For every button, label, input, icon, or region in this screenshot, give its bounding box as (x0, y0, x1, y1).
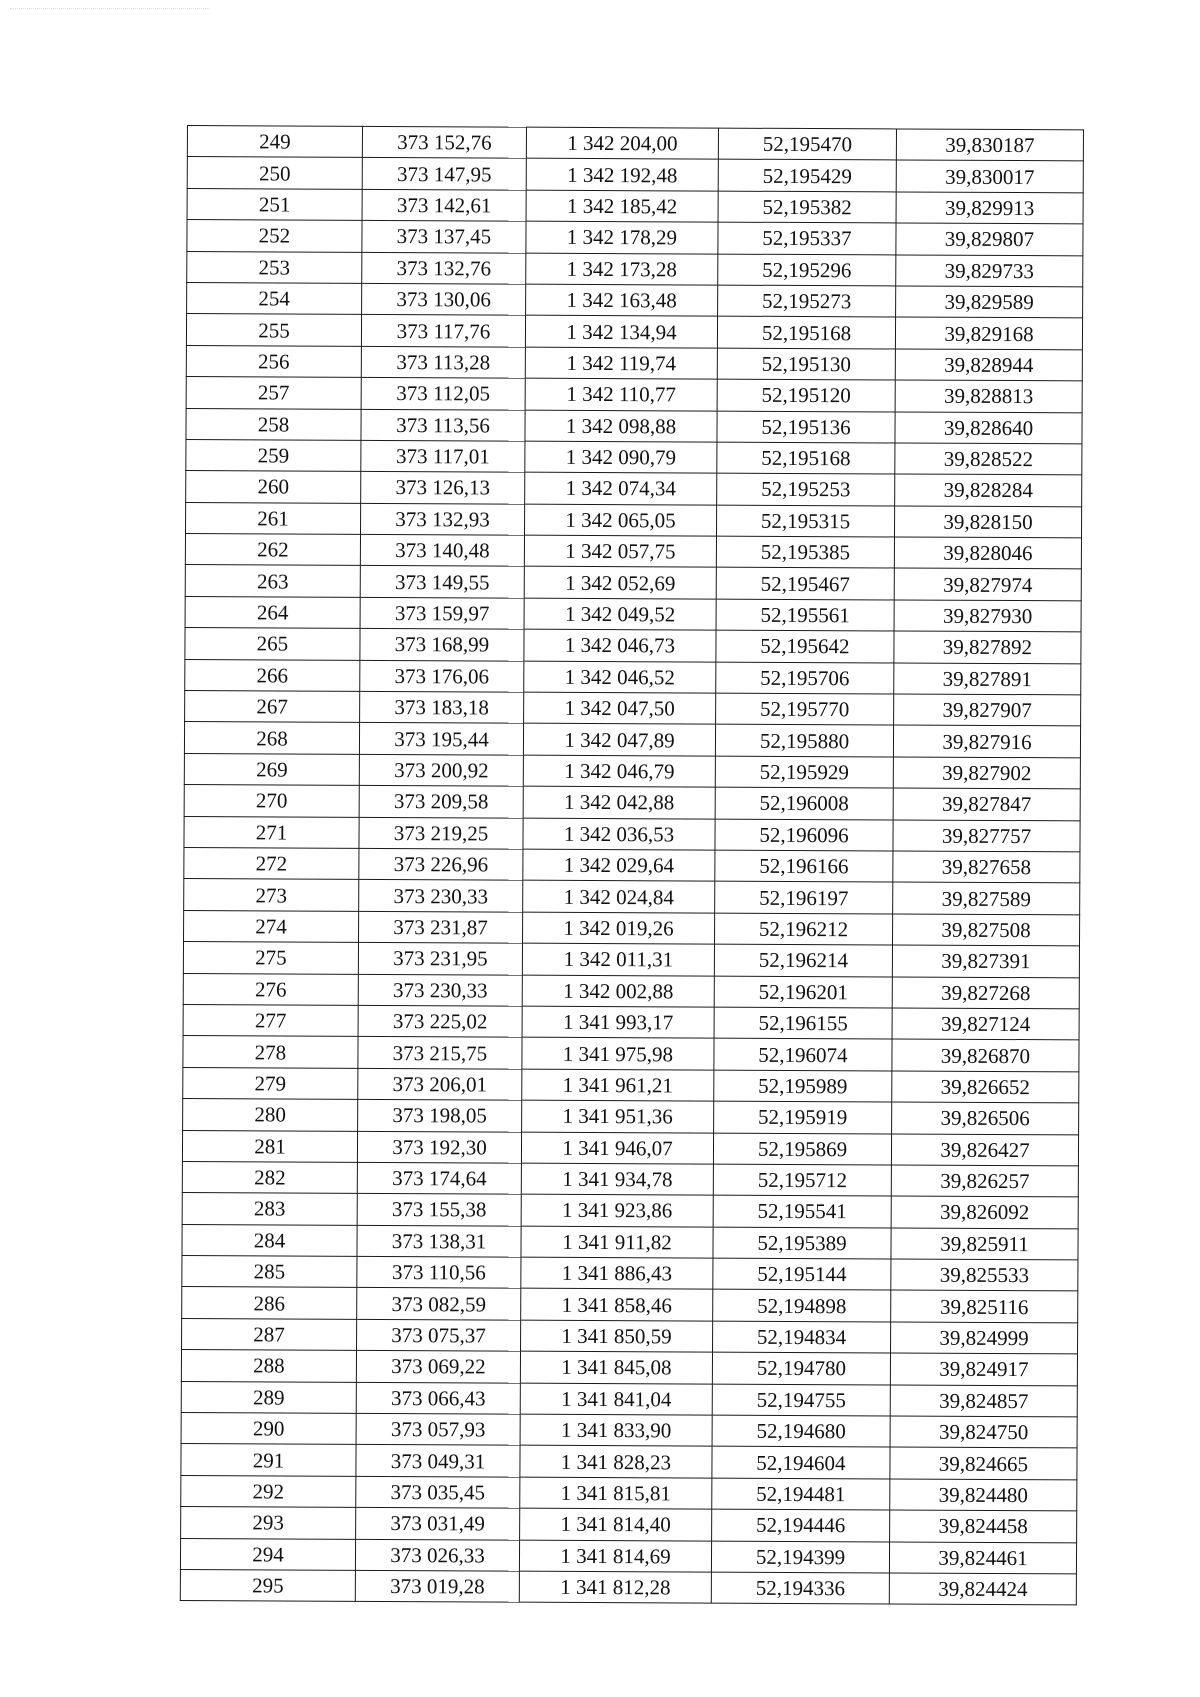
latitude-cell: 52,194898 (713, 1290, 891, 1322)
x-coordinate-cell: 373 198,05 (358, 1099, 522, 1131)
latitude-cell: 52,195770 (716, 693, 894, 725)
point-number-cell: 281 (182, 1130, 357, 1162)
longitude-cell: 39,828150 (894, 506, 1081, 538)
latitude-cell: 52,195273 (718, 285, 896, 317)
table-row (183, 1004, 1079, 1040)
longitude-cell: 39,824857 (890, 1385, 1077, 1417)
longitude-cell: 39,830187 (896, 129, 1083, 161)
table-row (184, 753, 1080, 789)
y-coordinate-cell: 1 341 845,08 (520, 1351, 712, 1383)
latitude-cell: 52,195168 (717, 316, 895, 348)
y-coordinate-cell: 1 341 911,82 (521, 1226, 713, 1258)
longitude-cell: 39,827589 (893, 882, 1080, 914)
x-coordinate-cell: 373 230,33 (358, 974, 522, 1006)
y-coordinate-cell: 1 341 961,21 (522, 1069, 714, 1101)
latitude-cell: 52,195168 (717, 442, 895, 474)
point-number-cell: 266 (185, 659, 360, 691)
longitude-cell: 39,827847 (893, 788, 1080, 820)
longitude-cell: 39,826506 (892, 1102, 1079, 1134)
x-coordinate-cell: 373 126,13 (361, 472, 525, 504)
y-coordinate-cell: 1 341 812,28 (519, 1571, 711, 1603)
longitude-cell: 39,827268 (892, 977, 1079, 1009)
latitude-cell: 52,196166 (715, 850, 893, 882)
table-row (187, 157, 1083, 193)
point-number-cell: 265 (185, 628, 360, 660)
point-number-cell: 269 (184, 753, 359, 785)
point-number-cell: 262 (185, 534, 360, 566)
x-coordinate-cell: 373 057,93 (356, 1413, 520, 1445)
longitude-cell: 39,827902 (893, 757, 1080, 789)
coordinates-table (180, 125, 1084, 1606)
point-number-cell: 283 (182, 1193, 357, 1225)
y-coordinate-cell: 1 341 934,78 (521, 1163, 713, 1195)
y-coordinate-cell: 1 341 946,07 (521, 1132, 713, 1164)
point-number-cell: 253 (187, 251, 362, 283)
x-coordinate-cell: 373 147,95 (362, 158, 526, 190)
point-number-cell: 261 (186, 502, 361, 534)
latitude-cell: 52,195382 (718, 191, 896, 223)
x-coordinate-cell: 373 168,99 (360, 629, 524, 661)
longitude-cell: 39,828284 (895, 474, 1082, 506)
y-coordinate-cell: 1 342 019,26 (523, 912, 715, 944)
latitude-cell: 52,195467 (716, 568, 894, 600)
x-coordinate-cell: 373 075,37 (357, 1319, 521, 1351)
x-coordinate-cell: 373 132,93 (361, 503, 525, 535)
latitude-cell: 52,194481 (712, 1478, 890, 1510)
longitude-cell: 39,824458 (890, 1510, 1077, 1542)
x-coordinate-cell: 373 209,58 (359, 786, 523, 818)
point-number-cell: 288 (181, 1350, 356, 1382)
x-coordinate-cell: 373 215,75 (358, 1037, 522, 1069)
x-coordinate-cell: 373 138,31 (357, 1225, 521, 1257)
point-number-cell: 270 (184, 785, 359, 817)
y-coordinate-cell: 1 342 074,34 (525, 472, 717, 504)
y-coordinate-cell: 1 342 134,94 (525, 316, 717, 348)
x-coordinate-cell: 373 192,30 (357, 1131, 521, 1163)
x-coordinate-cell: 373 231,95 (358, 943, 522, 975)
point-number-cell: 256 (186, 345, 361, 377)
y-coordinate-cell: 1 342 046,52 (524, 661, 716, 693)
x-coordinate-cell: 373 132,76 (362, 252, 526, 284)
table-row (184, 879, 1080, 915)
x-coordinate-cell: 373 155,38 (357, 1194, 521, 1226)
coordinates-table-body (180, 126, 1083, 1606)
point-number-cell: 272 (184, 847, 359, 879)
y-coordinate-cell: 1 342 047,50 (524, 692, 716, 724)
latitude-cell: 52,195989 (714, 1070, 892, 1102)
table-row (184, 847, 1080, 883)
table-row (186, 377, 1082, 413)
point-number-cell: 280 (183, 1099, 358, 1131)
latitude-cell: 52,195541 (713, 1195, 891, 1227)
longitude-cell: 39,830017 (896, 160, 1083, 192)
point-number-cell: 250 (187, 157, 362, 189)
longitude-cell: 39,829913 (896, 192, 1083, 224)
x-coordinate-cell: 373 137,45 (362, 221, 526, 253)
longitude-cell: 39,827757 (893, 820, 1080, 852)
y-coordinate-cell: 1 342 049,52 (524, 598, 716, 630)
x-coordinate-cell: 373 130,06 (362, 283, 526, 315)
x-coordinate-cell: 373 226,96 (359, 848, 523, 880)
x-coordinate-cell: 373 110,56 (357, 1256, 521, 1288)
x-coordinate-cell: 373 031,49 (356, 1508, 520, 1540)
y-coordinate-cell: 1 341 833,90 (520, 1414, 712, 1446)
latitude-cell: 52,196197 (715, 881, 893, 913)
point-number-cell: 251 (187, 188, 362, 220)
x-coordinate-cell: 373 019,28 (355, 1570, 519, 1602)
y-coordinate-cell: 1 342 002,88 (522, 975, 714, 1007)
y-coordinate-cell: 1 342 036,53 (523, 818, 715, 850)
y-coordinate-cell: 1 342 046,73 (524, 629, 716, 661)
y-coordinate-cell: 1 342 173,28 (526, 253, 718, 285)
y-coordinate-cell: 1 342 098,88 (525, 410, 717, 442)
longitude-cell: 39,827892 (894, 631, 1081, 663)
longitude-cell: 39,824917 (890, 1353, 1077, 1385)
y-coordinate-cell: 1 342 204,00 (526, 127, 718, 159)
latitude-cell: 52,195296 (718, 254, 896, 286)
point-number-cell: 271 (184, 816, 359, 848)
point-number-cell: 268 (184, 722, 359, 754)
longitude-cell: 39,829807 (896, 223, 1083, 255)
x-coordinate-cell: 373 082,59 (357, 1288, 521, 1320)
y-coordinate-cell: 1 342 046,79 (523, 755, 715, 787)
x-coordinate-cell: 373 113,28 (361, 346, 525, 378)
table-row (183, 1067, 1079, 1103)
point-number-cell: 284 (182, 1224, 357, 1256)
longitude-cell: 39,827391 (892, 945, 1079, 977)
longitude-cell: 39,827508 (893, 914, 1080, 946)
y-coordinate-cell: 1 341 850,59 (521, 1320, 713, 1352)
longitude-cell: 39,824999 (891, 1322, 1078, 1354)
latitude-cell: 52,195337 (718, 222, 896, 254)
y-coordinate-cell: 1 341 815,81 (520, 1477, 712, 1509)
longitude-cell: 39,828813 (895, 380, 1082, 412)
x-coordinate-cell: 373 174,64 (357, 1162, 521, 1194)
longitude-cell: 39,828522 (895, 443, 1082, 475)
x-coordinate-cell: 373 049,31 (356, 1445, 520, 1477)
latitude-cell: 52,195136 (717, 411, 895, 443)
longitude-cell: 39,829733 (896, 255, 1083, 287)
table-row (184, 722, 1080, 758)
table-row (181, 1413, 1077, 1449)
table-row (186, 439, 1082, 475)
table-row (182, 1130, 1078, 1166)
y-coordinate-cell: 1 341 886,43 (521, 1257, 713, 1289)
point-number-cell: 286 (182, 1287, 357, 1319)
y-coordinate-cell: 1 342 090,79 (525, 441, 717, 473)
point-number-cell: 294 (180, 1538, 355, 1570)
latitude-cell: 52,195712 (713, 1164, 891, 1196)
longitude-cell: 39,827907 (894, 694, 1081, 726)
x-coordinate-cell: 373 035,45 (356, 1476, 520, 1508)
y-coordinate-cell: 1 341 951,36 (522, 1100, 714, 1132)
table-row (185, 691, 1081, 727)
latitude-cell: 52,195869 (713, 1133, 891, 1165)
scan-artifact (10, 8, 210, 13)
point-number-cell: 264 (185, 596, 360, 628)
table-row (181, 1475, 1077, 1511)
longitude-cell: 39,824480 (890, 1479, 1077, 1511)
table-row (180, 1569, 1076, 1605)
latitude-cell: 52,194604 (712, 1446, 890, 1478)
y-coordinate-cell: 1 341 814,69 (519, 1540, 711, 1572)
x-coordinate-cell: 373 200,92 (359, 754, 523, 786)
x-coordinate-cell: 373 117,01 (361, 440, 525, 472)
longitude-cell: 39,826652 (892, 1071, 1079, 1103)
table-row (183, 1036, 1079, 1072)
longitude-cell: 39,826427 (891, 1133, 1078, 1165)
table-row (185, 596, 1081, 632)
point-number-cell: 274 (184, 910, 359, 942)
point-number-cell: 258 (186, 408, 361, 440)
table-row (185, 628, 1081, 664)
y-coordinate-cell: 1 341 858,46 (521, 1289, 713, 1321)
y-coordinate-cell: 1 341 841,04 (520, 1383, 712, 1415)
y-coordinate-cell: 1 342 185,42 (526, 190, 718, 222)
latitude-cell: 52,195470 (718, 128, 896, 160)
point-number-cell: 263 (185, 565, 360, 597)
latitude-cell: 52,195389 (713, 1227, 891, 1259)
latitude-cell: 52,195120 (717, 379, 895, 411)
longitude-cell: 39,827974 (894, 568, 1081, 600)
y-coordinate-cell: 1 342 011,31 (522, 943, 714, 975)
table-row (180, 1538, 1076, 1574)
table-row (187, 188, 1083, 224)
point-number-cell: 287 (182, 1318, 357, 1350)
latitude-cell: 52,194336 (711, 1572, 889, 1604)
table-row (186, 502, 1082, 538)
table-row (186, 408, 1082, 444)
point-number-cell: 249 (187, 126, 362, 158)
y-coordinate-cell: 1 341 993,17 (522, 1006, 714, 1038)
table-row (186, 345, 1082, 381)
table-row (187, 282, 1083, 318)
latitude-cell: 52,194446 (712, 1509, 890, 1541)
table-row (182, 1224, 1078, 1260)
table-row (183, 942, 1079, 978)
longitude-cell: 39,829168 (895, 317, 1082, 349)
y-coordinate-cell: 1 342 192,48 (526, 159, 718, 191)
point-number-cell: 276 (183, 973, 358, 1005)
x-coordinate-cell: 373 159,97 (360, 597, 524, 629)
table-row (184, 785, 1080, 821)
latitude-cell: 52,195144 (713, 1258, 891, 1290)
longitude-cell: 39,827124 (892, 1008, 1079, 1040)
longitude-cell: 39,824750 (890, 1416, 1077, 1448)
latitude-cell: 52,196212 (715, 913, 893, 945)
y-coordinate-cell: 1 341 975,98 (522, 1037, 714, 1069)
x-coordinate-cell: 373 230,33 (359, 880, 523, 912)
y-coordinate-cell: 1 342 047,89 (523, 724, 715, 756)
point-number-cell: 267 (185, 691, 360, 723)
table-row (185, 565, 1081, 601)
longitude-cell: 39,825116 (891, 1290, 1078, 1322)
y-coordinate-cell: 1 342 110,77 (525, 378, 717, 410)
longitude-cell: 39,824424 (889, 1573, 1076, 1605)
point-number-cell: 295 (180, 1569, 355, 1601)
latitude-cell: 52,196214 (714, 944, 892, 976)
point-number-cell: 279 (183, 1067, 358, 1099)
longitude-cell: 39,828944 (895, 349, 1082, 381)
table-row (182, 1193, 1078, 1229)
y-coordinate-cell: 1 342 029,64 (523, 849, 715, 881)
table-row (186, 471, 1082, 507)
longitude-cell: 39,825911 (891, 1228, 1078, 1260)
x-coordinate-cell: 373 113,56 (361, 409, 525, 441)
x-coordinate-cell: 373 142,61 (362, 189, 526, 221)
table-row (181, 1507, 1077, 1543)
y-coordinate-cell: 1 341 814,40 (520, 1508, 712, 1540)
latitude-cell: 52,195929 (715, 756, 893, 788)
latitude-cell: 52,195130 (717, 348, 895, 380)
table-row (183, 1099, 1079, 1135)
latitude-cell: 52,195253 (717, 473, 895, 505)
table-row (185, 534, 1081, 570)
point-number-cell: 255 (186, 314, 361, 346)
x-coordinate-cell: 373 206,01 (358, 1068, 522, 1100)
longitude-cell: 39,824665 (890, 1447, 1077, 1479)
longitude-cell: 39,828640 (895, 411, 1082, 443)
point-number-cell: 293 (181, 1507, 356, 1539)
longitude-cell: 39,827658 (893, 851, 1080, 883)
table-row (184, 910, 1080, 946)
longitude-cell: 39,826257 (891, 1165, 1078, 1197)
x-coordinate-cell: 373 219,25 (359, 817, 523, 849)
point-number-cell: 277 (183, 1004, 358, 1036)
longitude-cell: 39,826092 (891, 1196, 1078, 1228)
table-row (187, 220, 1083, 256)
point-number-cell: 289 (181, 1381, 356, 1413)
table-row (182, 1161, 1078, 1197)
longitude-cell: 39,824461 (889, 1542, 1076, 1574)
latitude-cell: 52,194780 (712, 1352, 890, 1384)
table-row (181, 1350, 1077, 1386)
point-number-cell: 290 (181, 1413, 356, 1445)
point-number-cell: 257 (186, 377, 361, 409)
latitude-cell: 52,195706 (716, 662, 894, 694)
latitude-cell: 52,195385 (716, 536, 894, 568)
x-coordinate-cell: 373 183,18 (360, 691, 524, 723)
latitude-cell: 52,196008 (715, 787, 893, 819)
latitude-cell: 52,195919 (714, 1101, 892, 1133)
table-row (182, 1318, 1078, 1354)
table-row (182, 1287, 1078, 1323)
point-number-cell: 275 (183, 942, 358, 974)
y-coordinate-cell: 1 342 057,75 (524, 535, 716, 567)
longitude-cell: 39,827930 (894, 600, 1081, 632)
point-number-cell: 254 (187, 282, 362, 314)
latitude-cell: 52,195880 (715, 725, 893, 757)
point-number-cell: 291 (181, 1444, 356, 1476)
table-row (181, 1444, 1077, 1480)
latitude-cell: 52,195315 (716, 505, 894, 537)
y-coordinate-cell: 1 342 163,48 (526, 284, 718, 316)
y-coordinate-cell: 1 342 065,05 (524, 504, 716, 536)
x-coordinate-cell: 373 112,05 (361, 377, 525, 409)
y-coordinate-cell: 1 342 178,29 (526, 221, 718, 253)
table-row (184, 816, 1080, 852)
table-row (186, 314, 1082, 350)
x-coordinate-cell: 373 231,87 (359, 911, 523, 943)
latitude-cell: 52,194755 (712, 1384, 890, 1416)
x-coordinate-cell: 373 140,48 (360, 534, 524, 566)
table-row (182, 1256, 1078, 1292)
latitude-cell: 52,196201 (714, 976, 892, 1008)
x-coordinate-cell: 373 069,22 (356, 1351, 520, 1383)
x-coordinate-cell: 373 152,76 (362, 126, 526, 158)
latitude-cell: 52,195561 (716, 599, 894, 631)
y-coordinate-cell: 1 342 024,84 (523, 881, 715, 913)
latitude-cell: 52,196074 (714, 1038, 892, 1070)
y-coordinate-cell: 1 341 923,86 (521, 1194, 713, 1226)
point-number-cell: 252 (187, 220, 362, 252)
point-number-cell: 278 (183, 1036, 358, 1068)
longitude-cell: 39,828046 (894, 537, 1081, 569)
x-coordinate-cell: 373 176,06 (360, 660, 524, 692)
table-row (187, 126, 1083, 162)
longitude-cell: 39,827891 (894, 663, 1081, 695)
longitude-cell: 39,827916 (893, 725, 1080, 757)
point-number-cell: 273 (184, 879, 359, 911)
point-number-cell: 260 (186, 471, 361, 503)
latitude-cell: 52,195429 (718, 159, 896, 191)
longitude-cell: 39,829589 (896, 286, 1083, 318)
y-coordinate-cell: 1 342 052,69 (524, 567, 716, 599)
x-coordinate-cell: 373 149,55 (360, 566, 524, 598)
latitude-cell: 52,195642 (716, 630, 894, 662)
table-row (183, 973, 1079, 1009)
table-row (187, 251, 1083, 287)
y-coordinate-cell: 1 342 042,88 (523, 786, 715, 818)
latitude-cell: 52,194834 (713, 1321, 891, 1353)
point-number-cell: 285 (182, 1256, 357, 1288)
table-row (185, 659, 1081, 695)
y-coordinate-cell: 1 342 119,74 (525, 347, 717, 379)
x-coordinate-cell: 373 026,33 (355, 1539, 519, 1571)
y-coordinate-cell: 1 341 828,23 (520, 1446, 712, 1478)
latitude-cell: 52,194399 (711, 1541, 889, 1573)
latitude-cell: 52,196155 (714, 1007, 892, 1039)
x-coordinate-cell: 373 195,44 (359, 723, 523, 755)
point-number-cell: 259 (186, 439, 361, 471)
longitude-cell: 39,825533 (891, 1259, 1078, 1291)
table-row (181, 1381, 1077, 1417)
latitude-cell: 52,194680 (712, 1415, 890, 1447)
x-coordinate-cell: 373 117,76 (361, 315, 525, 347)
x-coordinate-cell: 373 066,43 (356, 1382, 520, 1414)
x-coordinate-cell: 373 225,02 (358, 1005, 522, 1037)
latitude-cell: 52,196096 (715, 819, 893, 851)
point-number-cell: 292 (181, 1475, 356, 1507)
longitude-cell: 39,826870 (892, 1039, 1079, 1071)
point-number-cell: 282 (182, 1161, 357, 1193)
